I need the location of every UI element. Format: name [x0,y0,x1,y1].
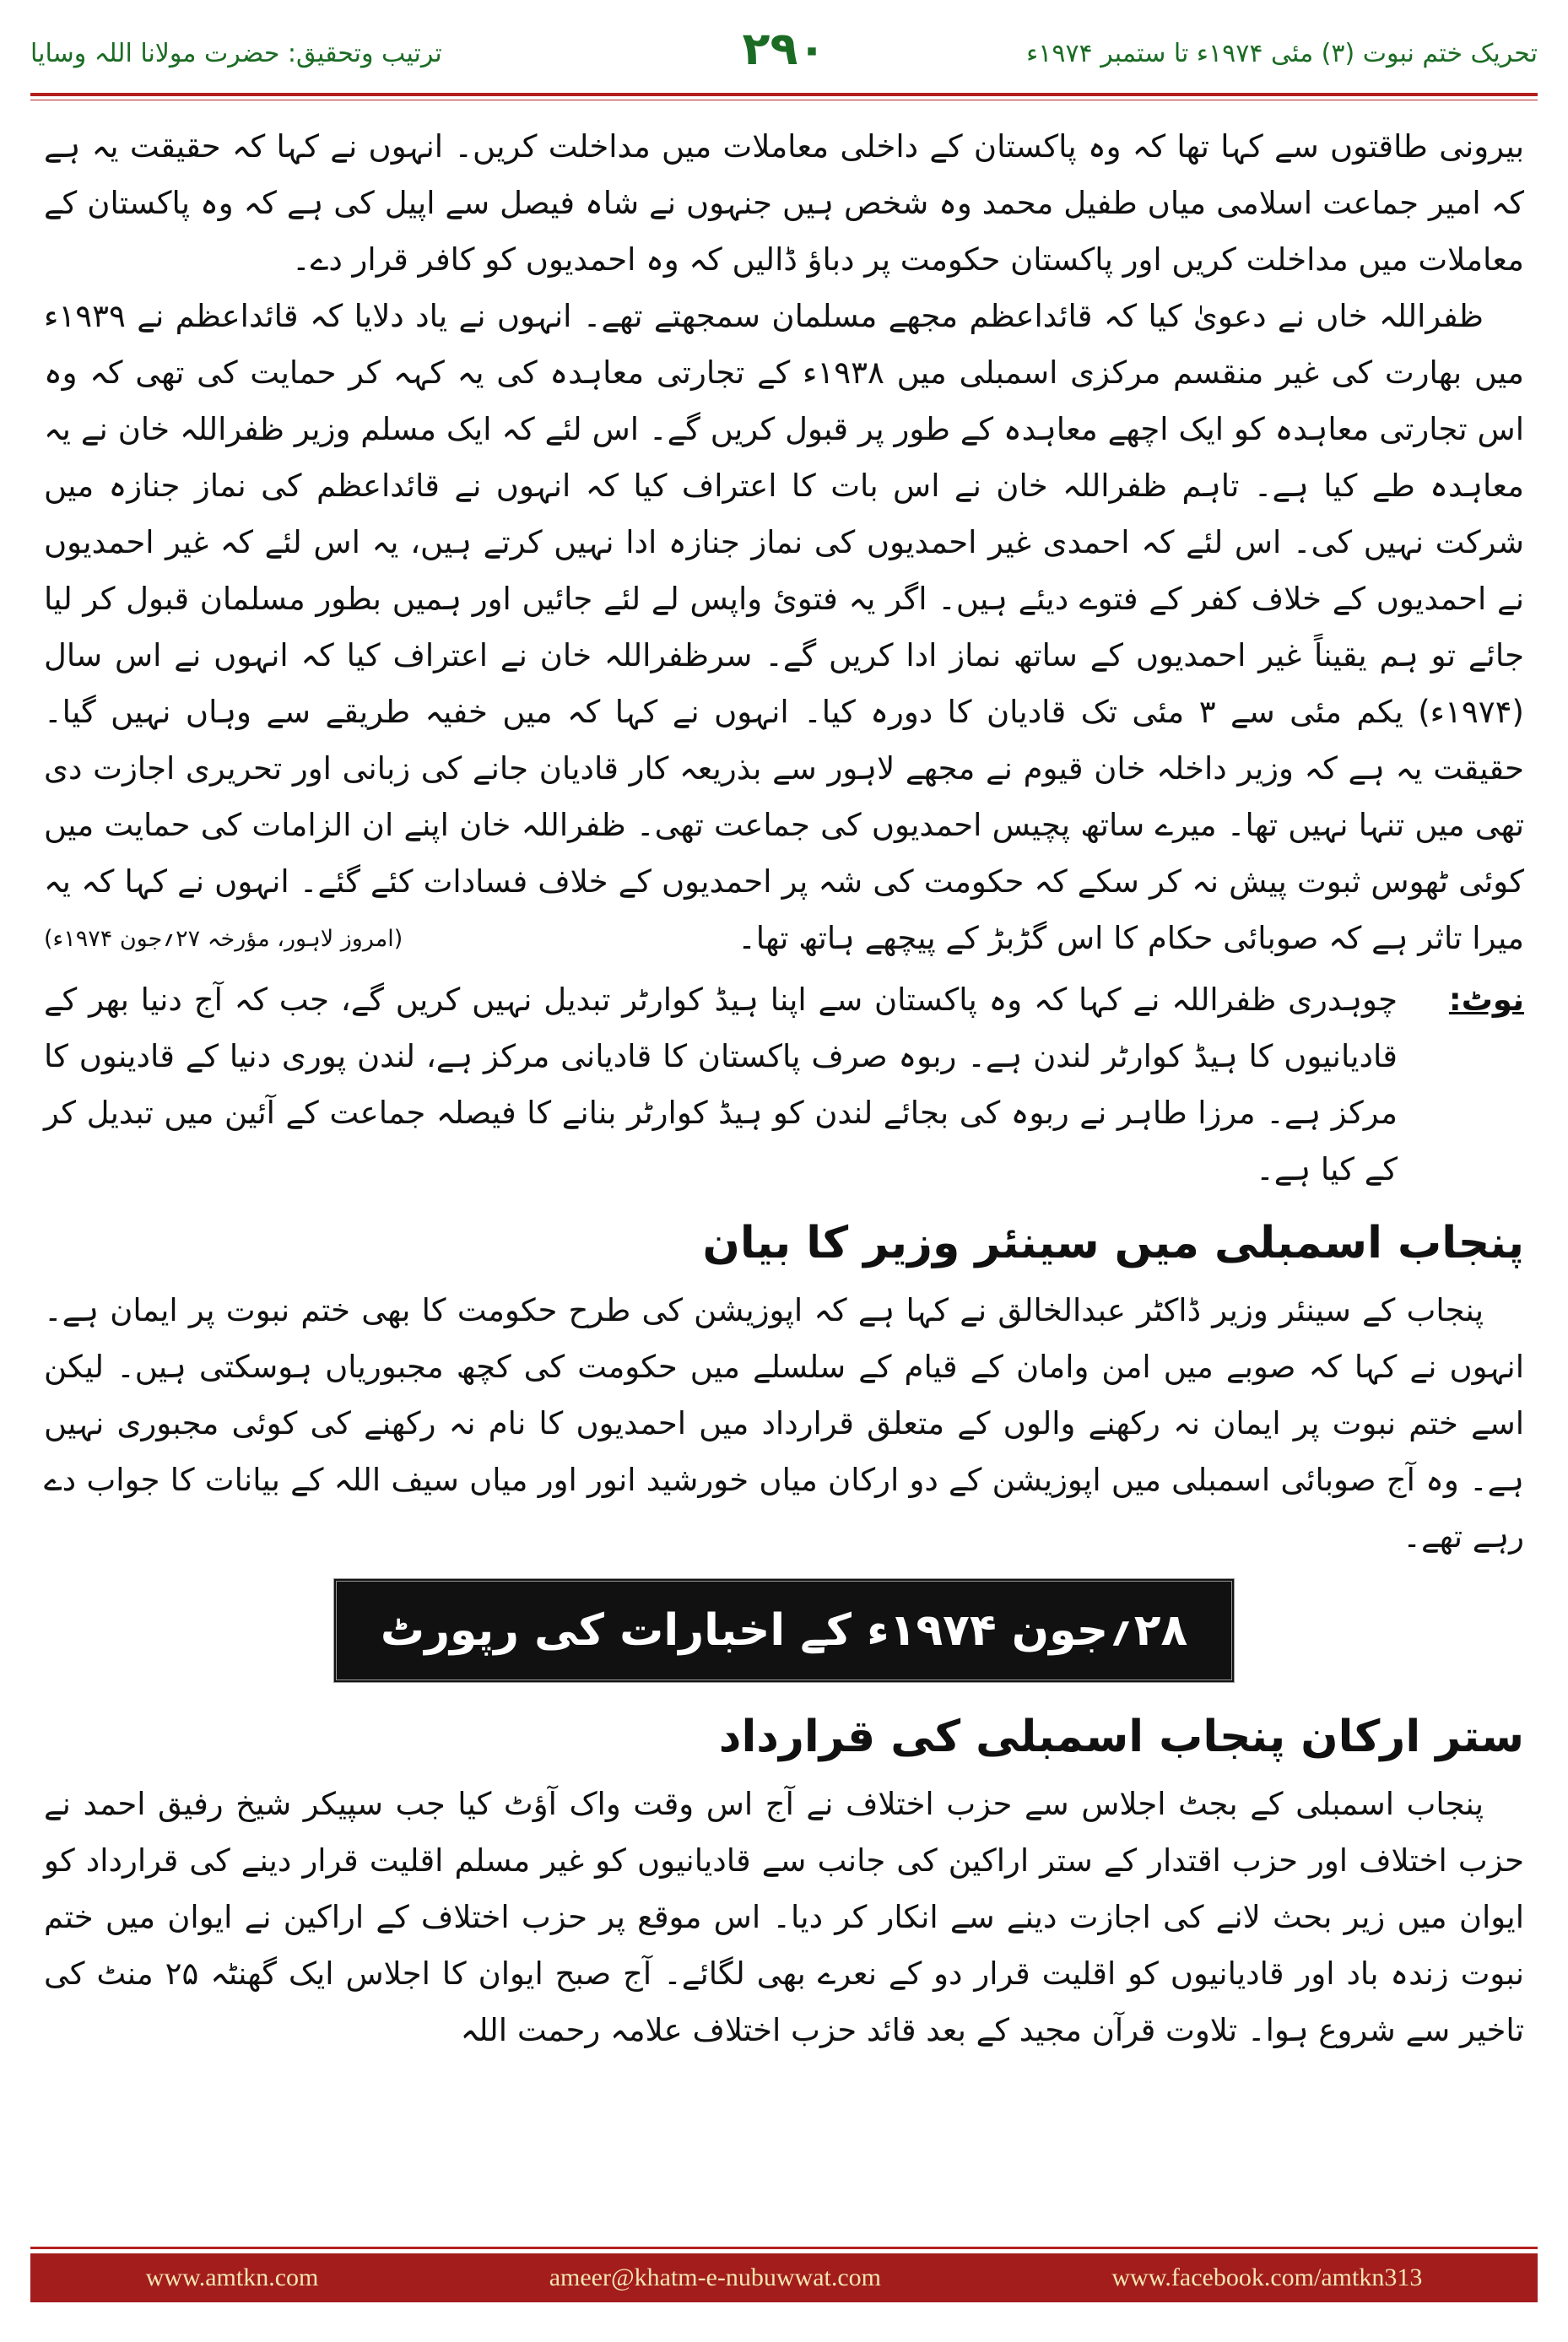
paragraph-2: ظفراللہ خاں نے دعویٰ کیا کہ قائداعظم مجھے مسلمان سمجھتے تھے۔ انہوں نے یاد دلایا کہ قائداعظم نے ۱۹۳۹ء میں بھارت کی غیر منقسم مرکزی اسمبلی میں ۱۹۳۸ء کے تجارتی معاہدہ کی یہ کہہ کر حمایت کی تھی کہ وہ اس تجارتی معاہدہ کو ایک اچھے معاہدہ کے طور پر قبول کریں گے۔ اس لئے کہ ایک مسلم وزیر ظفراللہ خان نے یہ معاہدہ طے کیا ہے۔ تاہم ظفراللہ خان نے اس بات کا اعتراف کیا کہ انہوں نے قائداعظم کی نماز جنازہ میں شرکت نہیں کی۔ اس لئے کہ احمدی غیر احمدیوں کی نماز جنازہ ادا نہیں کرتے ہیں، یہ اس لئے کہ غیر احمدیوں نے احمدیوں کے خلاف کفر کے فتوے دیئے ہیں۔ اگر یہ فتوئ واپس لے لئے جائیں اور ہمیں بطور مسلمان قبول کر لیا جائے تو ہم یقیناً غیر احمدیوں کے ساتھ نماز ادا کریں گے۔ سرظفراللہ خان نے اعتراف کیا کہ انہوں نے اس سال (۱۹۷۴ء) یکم مئی سے ۳ مئی تک قادیان کا دورہ کیا۔ انہوں نے کہا کہ میں خفیہ طریقے سے وہاں نہیں گیا۔ حقیقت یہ ہے کہ وزیر داخلہ خان قیوم نے مجھے لاہور سے بذریعہ کار قادیان جانے کی زبانی اور تحریری اجازت دی تھی میں تنہا نہیں تھا۔ میرے ساتھ پچیس احمدیوں کی جماعت تھی۔ ظفراللہ خان اپنے ان الزامات کی حمایت میں کوئی ٹھوس ثبوت پیش نہ کر سکے کہ حکومت کی شہ پر احمدیوں کے خلاف فسادات کئے گئے۔ انہوں نے کہا کہ یہ میرا تاثر ہے کہ صوبائی حکام کا اس گڑبڑ کے پیچھے ہاتھ تھا۔ [44,298,1524,956]
page-header [30,17,1538,95]
date-banner-text: ۲۸؍جون ۱۹۷۴ء کے اخبارات کی رپورٹ [380,1605,1188,1656]
footer-email-link[interactable]: ameer@khatm-e-nubuwwat.com [549,2264,882,2291]
header-rule [30,93,1538,96]
paragraph-1: بیرونی طاقتوں سے کہا تھا کہ وہ پاکستان کے داخلی معاملات میں مداخلت کریں۔ انہوں نے کہا کہ حقیقت یہ ہے کہ امیر جماعت اسلامی میاں طفیل محمد وہ شخص ہیں جنہوں نے شاہ فیصل سے اپیل کی ہے کہ وہ پاکستان کے معاملات میں مداخلت کریں اور پاکستان حکومت پر دباؤ ڈالیں کہ وہ احمدیوں کو کافر قرار دے۔ [44,128,1524,278]
citation: (امروز لاہور، مؤرخہ ۲۷؍جون ۱۹۷۴ء) [44,926,403,952]
series-title: تحریک ختم نبوت (۳) مئی ۱۹۷۴ء تا ستمبر ۱۹۷۴ء [1026,39,1538,68]
date-banner [333,1578,1235,1683]
page-body [44,118,1524,2211]
footer-website-link[interactable]: www.amtkn.com [145,2264,319,2291]
paragraph-4: پنجاب اسمبلی کے بجٹ اجلاس سے حزب اختلاف نے آج اس وقت واک آؤٹ کیا جب سپیکر شیخ رفیق احمد نے حزب اختلاف اور حزب اقتدار کے ستر اراکین کی جانب سے قادیانیوں کو غیر مسلم اقلیت قرار دینے کی قرارداد کو ایوان میں زیر بحث لانے کی اجازت دینے سے انکار کر دیا۔ اس موقع پر حزب اختلاف کے اراکین نے ایوان میں ختم نبوت زندہ باد اور قادیانیوں کو اقلیت قرار دو کے نعرے بھی لگائے۔ آج صبح ایوان کا اجلاس ایک گھنٹہ ۲۵ منٹ کی تاخیر سے شروع ہوا۔ تلاوت قرآن مجید کے بعد قائد حزب اختلاف علامہ رحمت اللہ [44,1786,1524,2048]
footer-rule [30,2247,1538,2249]
note-block [44,971,1524,1198]
section-heading-senior-minister: پنجاب اسمبلی میں سینئر وزیر کا بیان [702,1218,1524,1268]
paragraph-3: پنجاب کے سینئر وزیر ڈاکٹر عبدالخالق نے کہا ہے کہ اپوزیشن کی طرح حکومت کا بھی ختم نبوت پر ایمان ہے۔ انہوں نے کہا کہ صوبے میں امن وامان کے قیام کے سلسلے میں حکومت کی کچھ مجبوریاں ہوسکتی ہیں۔ لیکن اسے ختم نبوت پر ایمان نہ رکھنے والوں کے متعلق قرارداد میں احمدیوں کا نام نہ رکھنے کی کوئی مجبوری نہیں ہے۔ وہ آج صوبائی اسمبلی میں اپوزیشن کے دو ارکان میاں خورشید انور اور میاں سیف اللہ کے بیانات کا جواب دے رہے تھے۔ [44,1292,1525,1555]
note-label: نوٹ: [1448,982,1524,1018]
compiler-credit: ترتیب وتحقیق: حضرت مولانا اللہ وسایا [30,39,442,68]
footer-facebook-link[interactable]: www.facebook.com/amtkn313 [1111,2264,1423,2291]
page-footer [30,2253,1538,2302]
section-heading-resolution: ستر ارکان پنجاب اسمبلی کی قرارداد [718,1712,1524,1762]
note-text: چوہدری ظفراللہ نے کہا کہ وہ پاکستان سے اپنا ہیڈ کوارٹر تبدیل نہیں کریں گے، جب کہ آج دنیا بھر کے قادیانیوں کا ہیڈ کوارٹر لندن ہے۔ ربوہ صرف پاکستان کا قادیانی مرکز ہے، لندن پوری دنیا کے قادینوں کا مرکز ہے۔ مرزا طاہر نے ربوہ کی بجائے لندن کو ہیڈ کوارٹر بنانے کا فیصلہ جماعت کے آئین میں تبدیل کر کے کیا ہے۔ [44,982,1398,1187]
page-number: ۲۹۰ [742,22,826,75]
